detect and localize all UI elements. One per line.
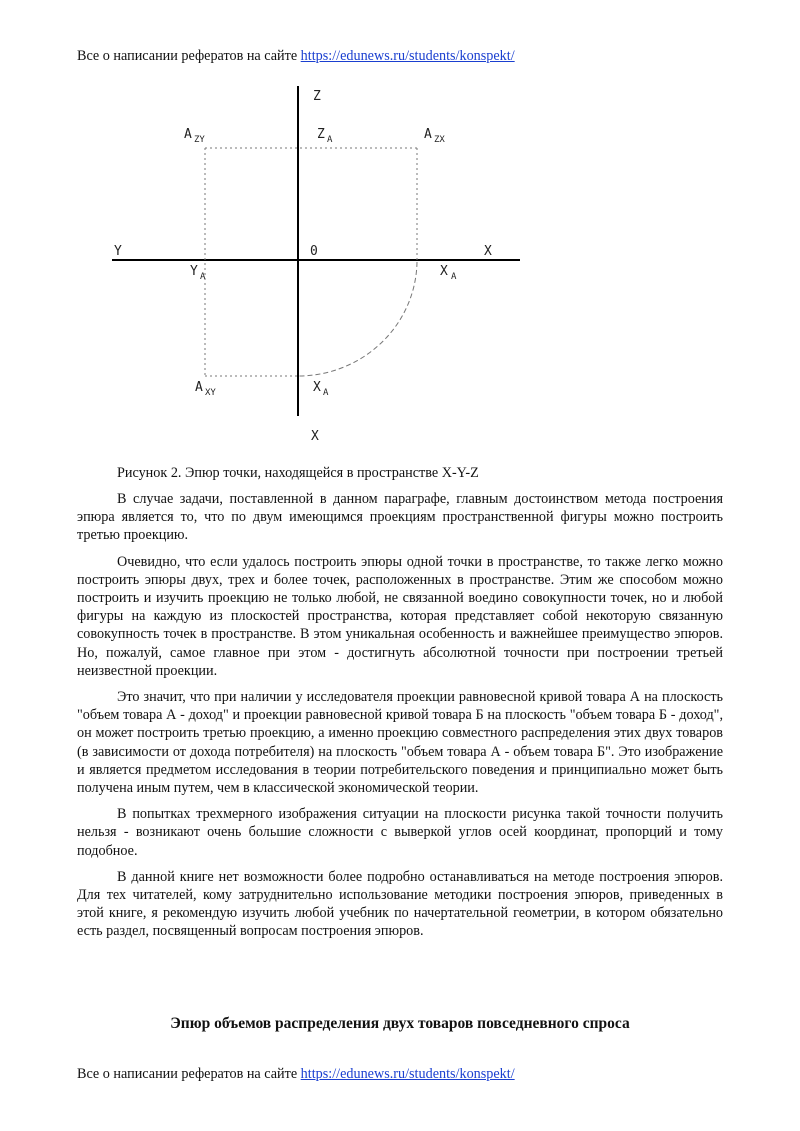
label-a-zy: A [184,127,192,142]
epure-figure [108,82,528,452]
paragraph-5: В данной книге нет возможности более подробно останавливаться на методе построения эпюров. Для тех читателей, кому затруднительно использование методики построения эпюров, приведенных в этой книге, я рекомендую изучить любой учебник по начертательной геометрии, в котором обязательно есть раздел, посвященный вопросам построения эпюров. [77,868,723,940]
label-x-a-bottom-sub: A [323,388,329,398]
label-a-zx: A [424,127,432,142]
page-header [77,47,515,65]
label-a-zy-sub: ZY [194,135,205,145]
paragraph-3: Это значит, что при наличии у исследователя проекции равновесной кривой товара А на плоскость "объем товара А - доход" и проекции равновесной кривой товара Б на плоскость "объем товара Б - доход", он может построить третью проекцию, а именно проекцию совместного распределения этих двух товаров (в зависимости от дохода потребителя) на плоскость "объем товара А - объем товара Б". Это изображение и является предметом исследования в теории потребительского поведения и принципиально может быть получена иным путем, чем в классической экономической теории. [77,689,723,797]
paragraph-1: В случае задачи, поставленной в данном параграфе, главным достоинством метода построения эпюра является то, что по двум имеющимся проекциям пространственной фигуры можно построить третью проекцию. [77,491,723,544]
footer-text: Все о написании рефератов на сайте [77,1066,301,1082]
label-a-xy: A [195,380,203,395]
footer-link[interactable]: https://edunews.ru/students/konspekt/ [300,1066,515,1082]
label-x-right: X [484,244,492,259]
label-x-a-right: X [440,264,448,279]
label-a-xy-sub: XY [205,388,216,398]
label-x-bottom: X [311,429,319,444]
label-z-top: Z [313,89,321,104]
label-x-a-bottom: X [313,380,321,395]
paragraph-2: Очевидно, что если удалось построить эпюры одной точки в пространстве, то также легко можно построить эпюры двух, трех и более точек, расположенных в пространстве. Этим же способом можно построить и изучить проекцию не только любой, не связанной воедино совокупности точек, но и любой фигуры на каждую из плоскостей пространства, которая представляет собой некоторую связанную совокупность точек в пространстве. В этом уникальная особенность и важнейшее преимущество эпюров. Но, пожалуй, самое главное при этом - достигнуть абсолютной точности при построении третьей неизвестной проекции. [77,553,723,679]
epure-diagram [108,82,528,452]
label-x-a-right-sub: A [451,272,457,282]
page-footer [77,1065,515,1083]
label-z-a-sub: A [327,135,333,145]
paragraph-4: В попытках трехмерного изображения ситуации на плоскости рисунка такой точности получить нельзя - возникают очень большие сложности с выверкой углов осей координат, пропорций и тому подобное. [77,806,723,859]
label-y-left: Y [114,244,122,259]
label-a-zx-sub: ZX [434,135,445,145]
projection-arc [298,262,417,376]
header-text: Все о написании рефератов на сайте [77,48,301,64]
label-origin: 0 [310,244,318,259]
section-title: Эпюр объемов распределения двух товаров повседневного спроса [170,1015,630,1032]
figure-caption: Рисунок 2. Эпюр точки, находящейся в пространстве X-Y-Z [117,465,479,481]
label-z-a: Z [317,127,325,142]
header-link[interactable]: https://edunews.ru/students/konspekt/ [300,48,515,64]
body-text [77,490,723,949]
label-y-a: Y [190,264,198,279]
label-y-a-sub: A [200,272,206,282]
